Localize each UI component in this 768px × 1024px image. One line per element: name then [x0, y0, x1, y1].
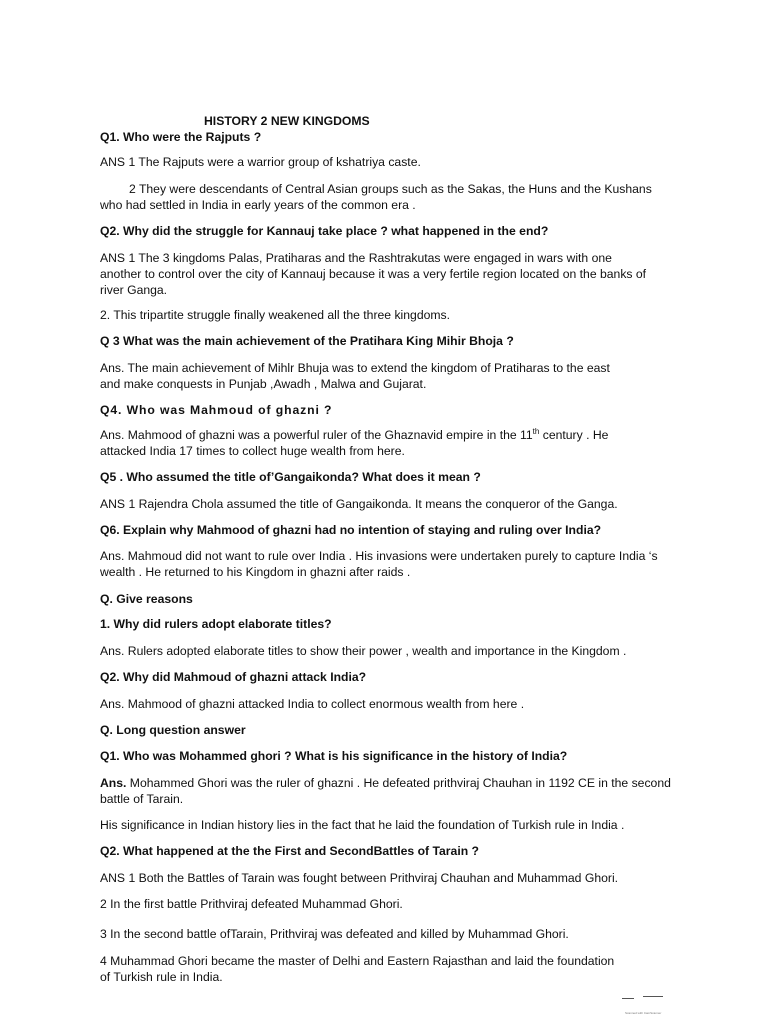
reason-1-question: 1. Why did rulers adopt elaborate titles? — [100, 617, 332, 631]
reason-2-question: Q2. Why did Mahmoud of ghazni attack India? — [100, 670, 367, 684]
q4-answer-line1 — [100, 427, 680, 443]
long-q1-question: Q1. Who was Mohammed ghori ? What is his significance in the history of India? — [100, 749, 568, 763]
long-q2-answer-1: ANS 1 Both the Battles of Tarain was fought between Prithviraj Chauhan and Muhammad Ghori. — [100, 871, 619, 885]
q4-superscript: th — [532, 426, 540, 436]
q5-answer: ANS 1 Rajendra Chola assumed the title of Gangaikonda. It means the conqueror of the Ganga. — [100, 497, 618, 511]
long-q2-question: Q2. What happened at the the First and SecondBattles of Tarain ? — [100, 844, 479, 858]
q3-question: Q 3 What was the main achievement of the Pratihara King Mihir Bhoja ? — [100, 334, 514, 348]
long-q1-answer-line2: battle of Tarain. — [100, 792, 184, 806]
long-q1-answer-text: Mohammed Ghori was the ruler of ghazni . He defeated prithviraj Chauhan in 1192 CE in the second — [126, 776, 671, 790]
q4-answer-line2: attacked India 17 times to collect huge wealth from here. — [100, 444, 405, 458]
give-reasons-heading: Q. Give reasons — [100, 592, 193, 606]
q4-answer-line1-text: Ans. Mahmood of ghazni was a powerful ruler of the Ghaznavid empire in the 11 — [100, 428, 533, 442]
long-q1-answer-line1 — [100, 775, 680, 791]
q2-answer-2: 2. This tripartite struggle finally weakened all the three kingdoms. — [100, 308, 451, 322]
q5-question: Q5 . Who assumed the title of’Gangaikonda? What does it mean ? — [100, 470, 481, 484]
q1-answer-1: ANS 1 The Rajputs were a warrior group of kshatriya caste. — [100, 155, 421, 169]
long-answer-heading: Q. Long question answer — [100, 723, 246, 737]
long-q1-answer-label: Ans. — [100, 776, 127, 790]
q2-answer-1-line2: another to control over the city of Kannauj because it was a very fertile region located on the banks of — [100, 267, 647, 281]
q6-question: Q6. Explain why Mahmood of ghazni had no intention of staying and ruling over India? — [100, 523, 602, 537]
reason-2-answer: Ans. Mahmood of ghazni attacked India to collect enormous wealth from here . — [100, 697, 525, 711]
long-q2-answer-3: 3 In the second battle ofTarain, Prithviraj was defeated and killed by Muhammad Ghori. — [100, 927, 569, 941]
q6-answer-line1: Ans. Mahmoud did not want to rule over India . His invasions were undertaken purely to capture India ‘s — [100, 549, 658, 563]
page-title: HISTORY 2 NEW KINGDOMS — [204, 114, 370, 128]
q2-question: Q2. Why did the struggle for Kannauj take place ? what happened in the end? — [100, 224, 549, 238]
q4-answer-line1-tail: century . He — [539, 428, 609, 442]
scan-watermark: Scanned with CamScanner — [625, 1011, 662, 1015]
q3-answer-line2: and make conquests in Punjab ,Awadh , Malwa and Gujarat. — [100, 377, 427, 391]
long-q1-answer-2: His significance in Indian history lies in the fact that he laid the foundation of Turkish rule in India . — [100, 818, 625, 832]
q2-answer-1-line1: ANS 1 The 3 kingdoms Palas, Pratiharas and the Rashtrakutas were engaged in wars with one — [100, 251, 612, 265]
long-q2-answer-4-line1: 4 Muhammad Ghori became the master of Delhi and Eastern Rajasthan and laid the foundation — [100, 954, 615, 968]
q1-answer-2-line1: 2 They were descendants of Central Asian groups such as the Sakas, the Huns and the Kushans — [129, 182, 652, 196]
q6-answer-line2: wealth . He returned to his Kingdom in ghazni after raids . — [100, 565, 411, 579]
footer-rule-short — [622, 998, 634, 999]
q1-question: Q1. Who were the Rajputs ? — [100, 130, 262, 144]
q3-answer-line1: Ans. The main achievement of Mihlr Bhuja was to extend the kingdom of Pratiharas to the east — [100, 361, 610, 375]
footer-rule-long — [643, 996, 663, 997]
reason-1-answer: Ans. Rulers adopted elaborate titles to show their power , wealth and importance in the Kingdom . — [100, 644, 627, 658]
q4-question: Q4. Who was Mahmoud of ghazni ? — [100, 403, 333, 417]
long-q2-answer-2: 2 In the first battle Prithviraj defeated Muhammad Ghori. — [100, 897, 403, 911]
long-q2-answer-4-line2: of Turkish rule in India. — [100, 970, 223, 984]
q2-answer-1-line3: river Ganga. — [100, 283, 168, 297]
q1-answer-2-line2: who had settled in India in early years of the common era . — [100, 198, 416, 212]
